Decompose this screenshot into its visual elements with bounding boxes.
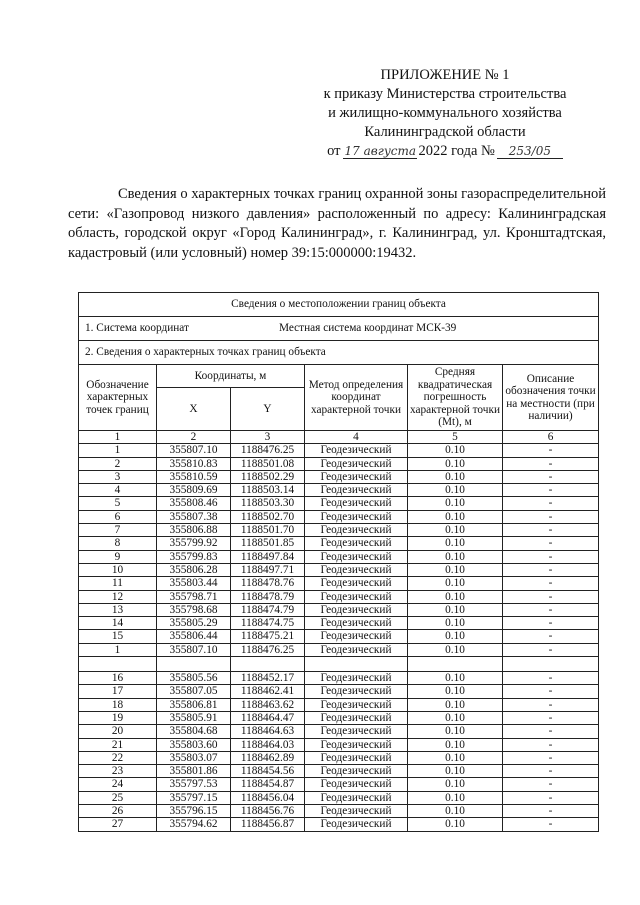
method: Геодезический xyxy=(305,738,408,751)
date-prefix: от xyxy=(327,143,341,159)
coord-x: 355806.81 xyxy=(157,698,231,711)
point-description xyxy=(503,657,599,672)
boundary-table-wrapper xyxy=(78,292,598,832)
coord-y: 1188452.17 xyxy=(231,672,305,685)
coord-x: 355807.38 xyxy=(157,510,231,523)
coord-x: 355803.07 xyxy=(157,751,231,764)
coord-y xyxy=(231,657,305,672)
coord-x: 355803.60 xyxy=(157,738,231,751)
point-number: 26 xyxy=(79,805,157,818)
method: Геодезический xyxy=(305,791,408,804)
method: Геодезический xyxy=(305,725,408,738)
coord-y: 1188454.87 xyxy=(231,778,305,791)
method: Геодезический xyxy=(305,698,408,711)
table-row xyxy=(79,725,599,738)
coord-system-label: 1. Система координат xyxy=(85,322,189,335)
coord-x: 355801.86 xyxy=(157,765,231,778)
point-description: - xyxy=(503,524,599,537)
point-description: - xyxy=(503,765,599,778)
method: Геодезический xyxy=(305,617,408,630)
mean-error: 0.10 xyxy=(408,672,503,685)
point-number: 6 xyxy=(79,510,157,523)
point-description: - xyxy=(503,791,599,804)
point-number: 8 xyxy=(79,537,157,550)
coord-x: 355805.29 xyxy=(157,617,231,630)
col-x-header: X xyxy=(157,388,231,431)
mean-error: 0.10 xyxy=(408,524,503,537)
coord-y: 1188462.41 xyxy=(231,685,305,698)
point-number: 14 xyxy=(79,617,157,630)
point-description: - xyxy=(503,577,599,590)
coord-x: 355804.68 xyxy=(157,725,231,738)
mean-error: 0.10 xyxy=(408,603,503,616)
table-row xyxy=(79,563,599,576)
table-row xyxy=(79,603,599,616)
coord-y: 1188454.56 xyxy=(231,765,305,778)
mean-error: 0.10 xyxy=(408,510,503,523)
point-number: 3 xyxy=(79,470,157,483)
coord-y: 1188463.62 xyxy=(231,698,305,711)
coord-system-value: Местная система координат МСК-39 xyxy=(278,322,457,335)
method: Геодезический xyxy=(305,765,408,778)
table-row xyxy=(79,630,599,643)
table-row xyxy=(79,778,599,791)
mean-error: 0.10 xyxy=(408,484,503,497)
coord-y: 1188464.63 xyxy=(231,725,305,738)
point-number: 20 xyxy=(79,725,157,738)
coord-x: 355803.44 xyxy=(157,577,231,590)
mean-error: 0.10 xyxy=(408,725,503,738)
coord-x: 355794.62 xyxy=(157,818,231,831)
mean-error: 0.10 xyxy=(408,791,503,804)
handwritten-order-number: 253/05 xyxy=(497,145,563,159)
coord-y: 1188478.76 xyxy=(231,577,305,590)
mean-error: 0.10 xyxy=(408,698,503,711)
col-coords-header: Координаты, м xyxy=(157,365,305,388)
coord-x: 355796.15 xyxy=(157,805,231,818)
order-line-1: к приказу Министерства строительства xyxy=(323,86,567,102)
point-number: 11 xyxy=(79,577,157,590)
coord-x: 355810.59 xyxy=(157,470,231,483)
coord-x: 355797.53 xyxy=(157,778,231,791)
point-number: 13 xyxy=(79,603,157,616)
coord-x xyxy=(157,657,231,672)
coord-x: 355807.05 xyxy=(157,685,231,698)
table-row xyxy=(79,672,599,685)
coord-x: 355808.46 xyxy=(157,497,231,510)
mean-error xyxy=(408,657,503,672)
method: Геодезический xyxy=(305,685,408,698)
table-row xyxy=(79,550,599,563)
mean-error: 0.10 xyxy=(408,765,503,778)
coord-x: 355805.56 xyxy=(157,672,231,685)
coord-y: 1188464.03 xyxy=(231,738,305,751)
method: Геодезический xyxy=(305,818,408,831)
mean-error: 0.10 xyxy=(408,590,503,603)
coord-x: 355799.92 xyxy=(157,537,231,550)
point-description: - xyxy=(503,484,599,497)
table-row xyxy=(79,617,599,630)
point-description: - xyxy=(503,537,599,550)
coord-y: 1188456.76 xyxy=(231,805,305,818)
coord-x: 355806.88 xyxy=(157,524,231,537)
point-description: - xyxy=(503,725,599,738)
point-description: - xyxy=(503,470,599,483)
point-description: - xyxy=(503,685,599,698)
column-numbers-row xyxy=(79,431,599,444)
point-description: - xyxy=(503,751,599,764)
table-row xyxy=(79,751,599,764)
point-number: 18 xyxy=(79,698,157,711)
mean-error: 0.10 xyxy=(408,537,503,550)
table-row xyxy=(79,537,599,550)
table-row xyxy=(79,590,599,603)
coord-y: 1188503.30 xyxy=(231,497,305,510)
column-number: 3 xyxy=(231,431,305,444)
point-number: 23 xyxy=(79,765,157,778)
table-row xyxy=(79,685,599,698)
coord-y: 1188475.21 xyxy=(231,630,305,643)
coord-x: 355810.83 xyxy=(157,457,231,470)
mean-error: 0.10 xyxy=(408,563,503,576)
method: Геодезический xyxy=(305,711,408,724)
point-number: 2 xyxy=(79,457,157,470)
coord-y: 1188476.25 xyxy=(231,643,305,656)
mean-error: 0.10 xyxy=(408,617,503,630)
point-description: - xyxy=(503,563,599,576)
method: Геодезический xyxy=(305,590,408,603)
point-number: 19 xyxy=(79,711,157,724)
point-description: - xyxy=(503,510,599,523)
table-row xyxy=(79,698,599,711)
method xyxy=(305,657,408,672)
column-number: 6 xyxy=(503,431,599,444)
coord-y: 1188502.29 xyxy=(231,470,305,483)
method: Геодезический xyxy=(305,577,408,590)
point-description: - xyxy=(503,497,599,510)
point-number: 22 xyxy=(79,751,157,764)
section-title: Сведения о местоположении границ объекта xyxy=(79,293,599,317)
mean-error: 0.10 xyxy=(408,778,503,791)
col-designation-header: Обозначение характерных точек границ xyxy=(79,365,157,431)
table-row xyxy=(79,805,599,818)
method: Геодезический xyxy=(305,672,408,685)
point-number: 21 xyxy=(79,738,157,751)
method: Геодезический xyxy=(305,563,408,576)
appendix-header xyxy=(300,66,590,161)
mean-error: 0.10 xyxy=(408,751,503,764)
method: Геодезический xyxy=(305,630,408,643)
method: Геодезический xyxy=(305,643,408,656)
col-description-header: Описание обозначения точки на местности (при наличии) xyxy=(503,365,599,431)
column-number: 4 xyxy=(305,431,408,444)
column-number: 2 xyxy=(157,431,231,444)
table-row xyxy=(79,484,599,497)
table-row xyxy=(79,524,599,537)
coord-y: 1188462.89 xyxy=(231,751,305,764)
point-description: - xyxy=(503,590,599,603)
col-y-header: Y xyxy=(231,388,305,431)
method: Геодезический xyxy=(305,603,408,616)
coord-x: 355806.44 xyxy=(157,630,231,643)
point-description: - xyxy=(503,630,599,643)
method: Геодезический xyxy=(305,524,408,537)
point-number: 7 xyxy=(79,524,157,537)
method: Геодезический xyxy=(305,751,408,764)
coord-x: 355797.15 xyxy=(157,791,231,804)
method: Геодезический xyxy=(305,457,408,470)
point-number: 1 xyxy=(79,444,157,457)
table-row xyxy=(79,818,599,831)
table-row xyxy=(79,738,599,751)
table-row xyxy=(79,470,599,483)
coord-y: 1188497.71 xyxy=(231,563,305,576)
coord-y: 1188456.04 xyxy=(231,791,305,804)
column-number: 5 xyxy=(408,431,503,444)
table-row xyxy=(79,791,599,804)
mean-error: 0.10 xyxy=(408,444,503,457)
method: Геодезический xyxy=(305,497,408,510)
point-description: - xyxy=(503,603,599,616)
coord-x: 355807.10 xyxy=(157,643,231,656)
description-paragraph: Сведения о характерных точках границ охранной зоны газораспределительной сети: «Газопровод низкого давления» расположенный по адресу: Калининградская область, городской округ «Город Калининград», г. Калининград, ул. Кронштадтская, кадастровый (или условный) номер 39:15:000000:19432. xyxy=(68,186,606,261)
point-description: - xyxy=(503,805,599,818)
point-description: - xyxy=(503,617,599,630)
coord-y: 1188503.14 xyxy=(231,484,305,497)
coord-y: 1188478.79 xyxy=(231,590,305,603)
method: Геодезический xyxy=(305,550,408,563)
coord-y: 1188502.70 xyxy=(231,510,305,523)
coord-y: 1188476.25 xyxy=(231,444,305,457)
point-number: 4 xyxy=(79,484,157,497)
coord-x: 355799.83 xyxy=(157,550,231,563)
point-number: 17 xyxy=(79,685,157,698)
mean-error: 0.10 xyxy=(408,457,503,470)
coord-x: 355806.28 xyxy=(157,563,231,576)
point-description: - xyxy=(503,711,599,724)
mean-error: 0.10 xyxy=(408,818,503,831)
coord-x: 355805.91 xyxy=(157,711,231,724)
method: Геодезический xyxy=(305,510,408,523)
point-description: - xyxy=(503,457,599,470)
point-description: - xyxy=(503,550,599,563)
point-description: - xyxy=(503,818,599,831)
method: Геодезический xyxy=(305,805,408,818)
mean-error: 0.10 xyxy=(408,497,503,510)
mean-error: 0.10 xyxy=(408,711,503,724)
coord-y: 1188464.47 xyxy=(231,711,305,724)
point-number: 24 xyxy=(79,778,157,791)
coord-y: 1188501.85 xyxy=(231,537,305,550)
boundary-points-table xyxy=(78,292,599,832)
method: Геодезический xyxy=(305,537,408,550)
point-number: 10 xyxy=(79,563,157,576)
table-row xyxy=(79,577,599,590)
point-number: 5 xyxy=(79,497,157,510)
table-row xyxy=(79,457,599,470)
column-number: 1 xyxy=(79,431,157,444)
mean-error: 0.10 xyxy=(408,805,503,818)
table-row xyxy=(79,497,599,510)
method: Геодезический xyxy=(305,470,408,483)
point-number: 25 xyxy=(79,791,157,804)
order-line-3: Калининградской области xyxy=(364,124,526,140)
coord-x: 355798.68 xyxy=(157,603,231,616)
mean-error: 0.10 xyxy=(408,470,503,483)
mean-error: 0.10 xyxy=(408,630,503,643)
appendix-title: ПРИЛОЖЕНИЕ № 1 xyxy=(380,67,510,83)
mean-error: 0.10 xyxy=(408,738,503,751)
table-row xyxy=(79,444,599,457)
method: Геодезический xyxy=(305,778,408,791)
table-row xyxy=(79,657,599,672)
mean-error: 0.10 xyxy=(408,550,503,563)
col-error-header: Средняя квадратическая погрешность характерной точки (Mt), м xyxy=(408,365,503,431)
point-description: - xyxy=(503,738,599,751)
coord-x: 355809.69 xyxy=(157,484,231,497)
point-description: - xyxy=(503,778,599,791)
point-description: - xyxy=(503,643,599,656)
method: Геодезический xyxy=(305,444,408,457)
date-middle: 2022 года № xyxy=(418,143,495,159)
coord-y: 1188501.70 xyxy=(231,524,305,537)
mean-error: 0.10 xyxy=(408,643,503,656)
table-row xyxy=(79,510,599,523)
mean-error: 0.10 xyxy=(408,685,503,698)
order-date-line xyxy=(300,142,590,161)
table-row xyxy=(79,643,599,656)
coord-y: 1188474.79 xyxy=(231,603,305,616)
coord-x: 355807.10 xyxy=(157,444,231,457)
method: Геодезический xyxy=(305,484,408,497)
order-line-2: и жилищно-коммунального хозяйства xyxy=(328,105,562,121)
point-description: - xyxy=(503,672,599,685)
col-method-header: Метод определения координат характерной точки xyxy=(305,365,408,431)
point-number: 16 xyxy=(79,672,157,685)
coord-y: 1188456.87 xyxy=(231,818,305,831)
table-row xyxy=(79,711,599,724)
point-description: - xyxy=(503,698,599,711)
point-number: 27 xyxy=(79,818,157,831)
coord-y: 1188501.08 xyxy=(231,457,305,470)
table-row xyxy=(79,765,599,778)
handwritten-date: 17 августа xyxy=(344,144,417,158)
point-description: - xyxy=(503,444,599,457)
point-number: 1 xyxy=(79,643,157,656)
coordinate-system-row xyxy=(79,317,599,341)
points-section-title: 2. Сведения о характерных точках границ объекта xyxy=(79,341,599,365)
coord-x: 355798.71 xyxy=(157,590,231,603)
coord-y: 1188497.84 xyxy=(231,550,305,563)
point-number xyxy=(79,657,157,672)
point-number: 12 xyxy=(79,590,157,603)
mean-error: 0.10 xyxy=(408,577,503,590)
point-number: 15 xyxy=(79,630,157,643)
point-number: 9 xyxy=(79,550,157,563)
coord-y: 1188474.75 xyxy=(231,617,305,630)
